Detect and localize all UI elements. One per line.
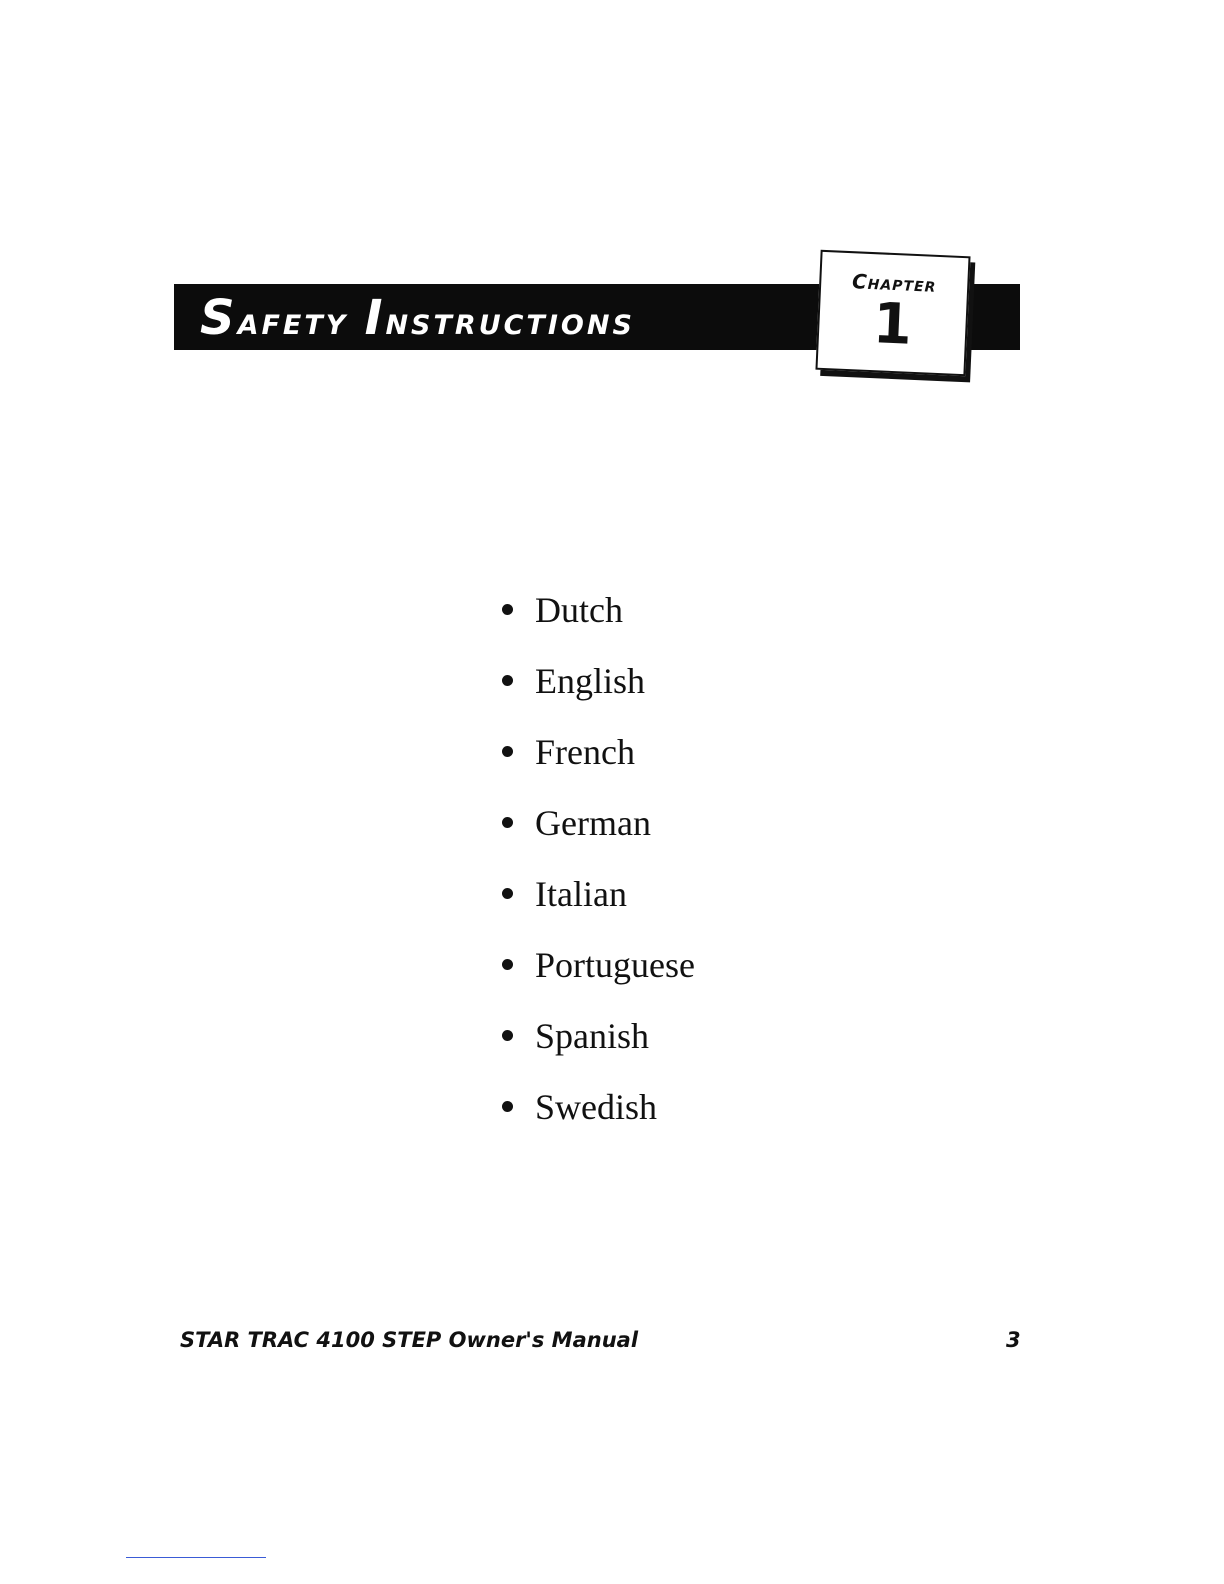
- chapter-number: 1: [871, 291, 914, 358]
- language-label: Italian: [535, 873, 627, 914]
- bullet-icon: [502, 746, 513, 757]
- footnote-divider: [126, 1557, 266, 1558]
- title-word-instructions: nstructions: [385, 299, 635, 343]
- bullet-icon: [502, 604, 513, 615]
- language-label: English: [535, 660, 646, 701]
- list-item: [502, 858, 695, 929]
- list-item: [502, 716, 695, 787]
- language-label: Spanish: [535, 1015, 650, 1056]
- language-label: Swedish: [535, 1086, 658, 1127]
- chapter-title: [200, 290, 635, 346]
- list-item: [502, 787, 695, 858]
- language-label: Portuguese: [535, 944, 695, 985]
- list-item: [502, 929, 695, 1000]
- list-item: [502, 645, 695, 716]
- chapter-badge: [815, 250, 970, 376]
- language-label: Dutch: [535, 589, 623, 630]
- language-label: German: [535, 802, 651, 843]
- footer-manual-title: STAR TRAC 4100 STEP Owner's Manual: [180, 1328, 639, 1352]
- language-list: [502, 574, 695, 1142]
- title-initial-i: I: [364, 290, 386, 346]
- bullet-icon: [502, 1030, 513, 1041]
- language-label: French: [535, 731, 635, 772]
- title-word-safety: afety: [237, 299, 349, 343]
- list-item: [502, 1071, 695, 1142]
- title-initial-s: S: [200, 290, 238, 346]
- bullet-icon: [502, 817, 513, 828]
- bullet-icon: [502, 675, 513, 686]
- footer-page-number: 3: [1006, 1328, 1021, 1352]
- list-item: [502, 574, 695, 645]
- chapter-label: Chapter: [851, 269, 937, 297]
- bullet-icon: [502, 888, 513, 899]
- bullet-icon: [502, 1101, 513, 1112]
- bullet-icon: [502, 959, 513, 970]
- list-item: [502, 1000, 695, 1071]
